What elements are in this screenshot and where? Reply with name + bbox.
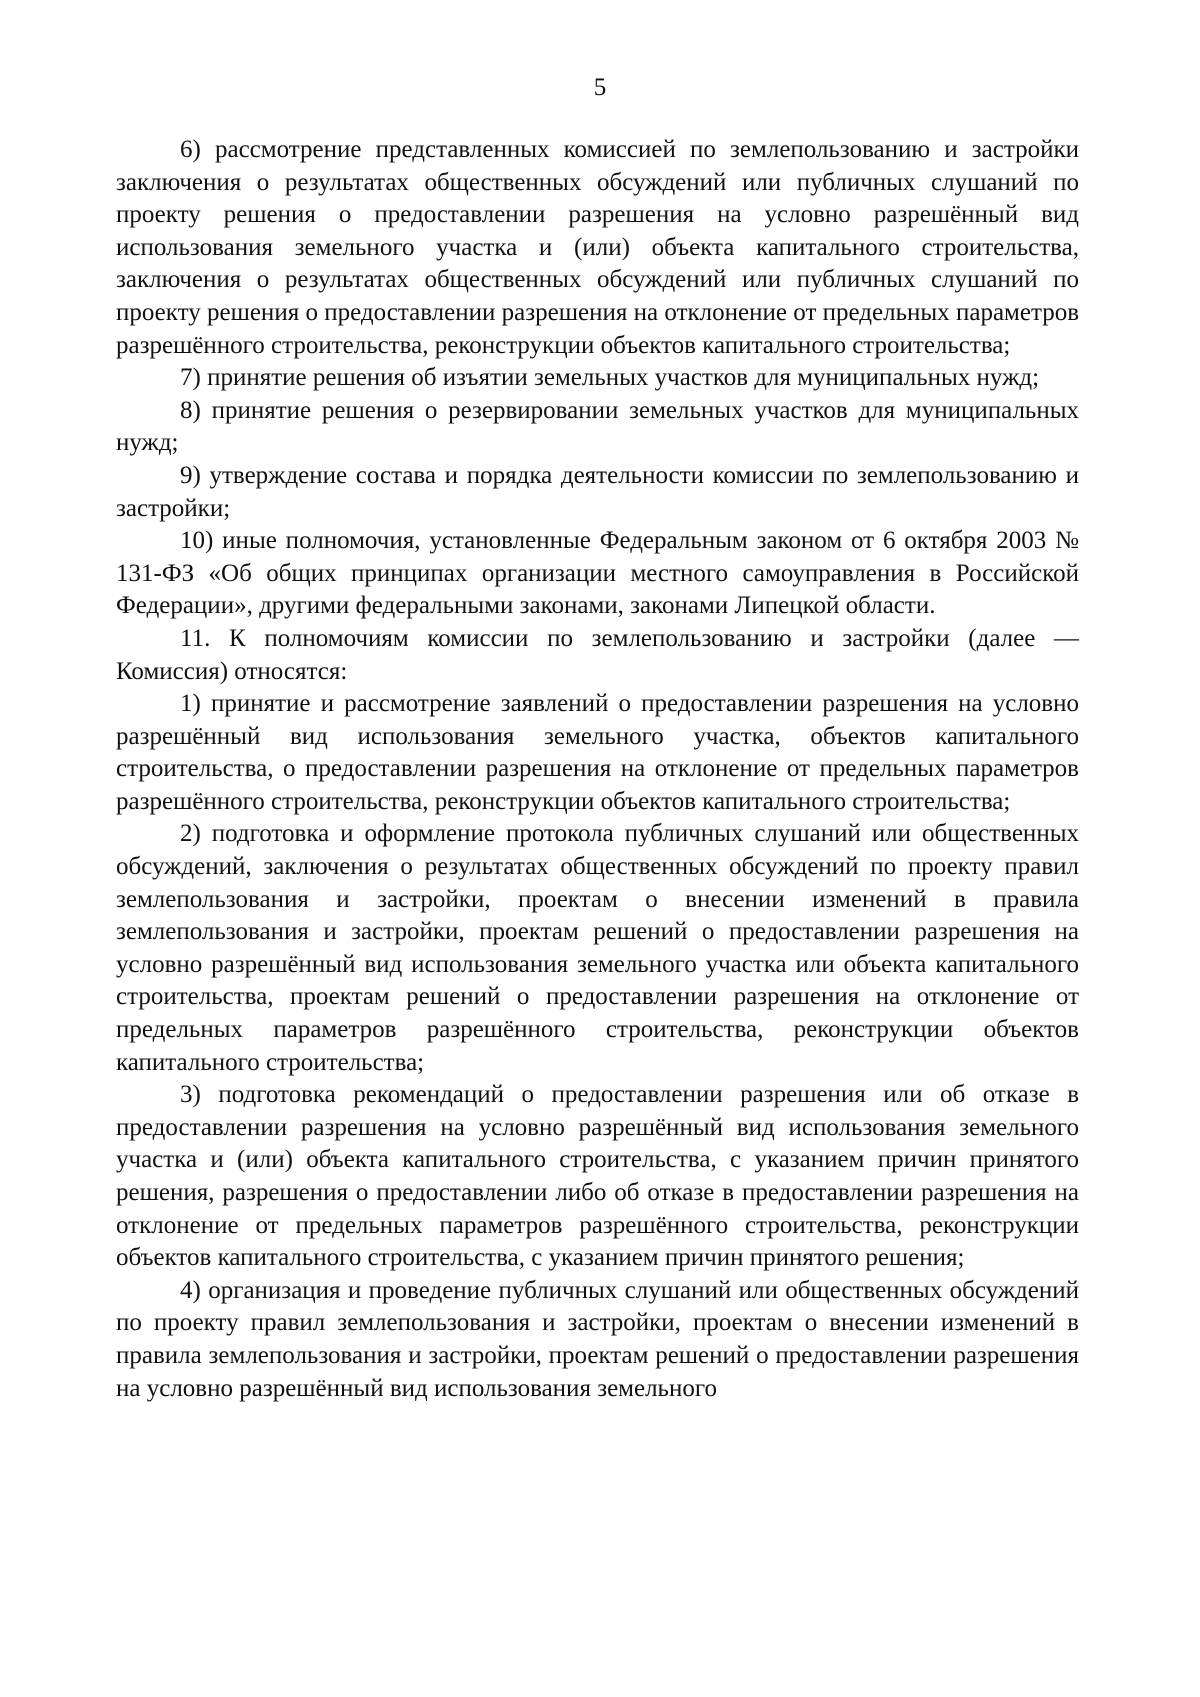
- paragraph-commission-item-2: 2) подготовка и оформление протокола публичных слушаний или общественных обсуждений, заключения о результатах общественных обсуждений по проекту правил землепользования и застройки, проектам о внесении изменений в правила землепользования и застройки, проектам решений о предоставлении разрешения на условно разрешённый вид использования земельного участка или объекта капитального строительства, проектам решений о предоставлении разрешения на отклонение от предельных параметров разрешённого строительства, реконструкции объектов капитального строительства;: [116, 820, 1079, 1076]
- document-body: [116, 134, 1079, 1405]
- paragraph-item-10: 10) иные полномочия, установленные Федеральным законом от 6 октября 2003 № 131-ФЗ «Об общих принципах организации местного самоуправления в Российской Федерации», другими федеральными законами, законами Липецкой области.: [116, 527, 1079, 620]
- paragraph-item-8: 8) принятие решения о резервировании земельных участков для муниципальных нужд;: [116, 396, 1079, 457]
- paragraph-commission-item-1: 1) принятие и рассмотрение заявлений о предоставлении разрешения на условно разрешённый вид использования земельного участка, объектов капитального строительства, о предоставлении разрешения на отклонение от предельных параметров разрешённого строительства, реконструкции объектов капитального строительства;: [116, 690, 1079, 815]
- paragraph-item-9: 9) утверждение состава и порядка деятельности комиссии по землепользованию и застройки;: [116, 461, 1079, 522]
- page-number: 5: [593, 74, 607, 101]
- paragraph-commission-item-3: 3) подготовка рекомендаций о предоставлении разрешения или об отказе в предоставлении разрешения на условно разрешённый вид использования земельного участка и (или) объекта капитального строительства, с указанием причин принятого решения, разрешения о предоставлении либо об отказе в предоставлении разрешения на отклонение от предельных параметров разрешённого строительства, реконструкции объектов капитального строительства, с указанием причин принятого решения;: [116, 1081, 1079, 1272]
- paragraph-item-7: 7) принятие решения об изъятии земельных участков для муниципальных нужд;: [180, 364, 1040, 392]
- paragraph-commission-item-4: 4) организация и проведение публичных слушаний или общественных обсуждений по проекту правил землепользования и застройки, проектам о внесении изменений в правила землепользования и застройки, проектам решений о предоставлении разрешения на условно разрешённый вид использования земельного: [116, 1276, 1079, 1402]
- paragraph-section-11: 11. К полномочиям комиссии по землепользованию и застройки (далее — Комиссия) относятся:: [116, 624, 1079, 685]
- paragraph-item-6: 6) рассмотрение представленных комиссией по землепользованию и застройки заключения о результатах общественных обсуждений или публичных слушаний по проекту решения о предоставлении разрешения на условно разрешённый вид использования земельного участка и (или) объекта капитального строительства, заключения о результатах общественных обсуждений или публичных слушаний по проекту решения о предоставлении разрешения на отклонение от предельных параметров разрешённого строительства, реконструкции объектов капитального строительства;: [116, 136, 1079, 359]
